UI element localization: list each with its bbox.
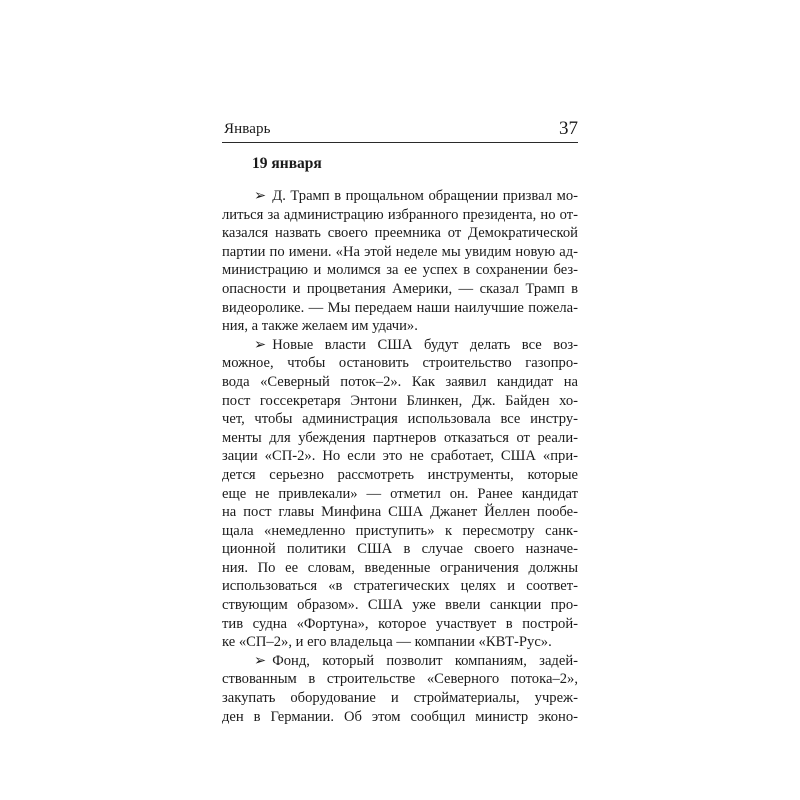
line-text: партии по имени. «На этой неделе мы увидим новую ад- [222,243,578,260]
text-line [222,187,578,206]
text-line [222,243,578,262]
text-line [222,615,578,634]
line-text: пост госсекретаря Энтони Блинкен, Дж. Байден хо- [222,392,578,409]
text-line [222,577,578,596]
text-line [222,336,578,355]
line-text: ке «СП–2», и его владельца — компании «КВТ-Рус». [222,634,552,651]
line-text: ционной политики США в случае своего назначе- [222,541,578,558]
text-line [222,410,578,429]
line-text: ден в Германии. Об этом сообщил министр эконо- [222,708,578,725]
news-entries [222,187,578,726]
book-page [222,118,578,726]
line-text: казался назвать своего преемника от Демократической [222,225,578,242]
text-line [222,559,578,578]
news-paragraph [222,652,578,726]
line-text: ния, а также желаем им удачи». [222,318,418,335]
line-text: чет, чтобы администрация использовала все инстру- [222,411,578,428]
text-line [222,503,578,522]
line-text: Д. Трамп в прощальном обращении призвал мо- [272,188,578,204]
text-line [222,633,578,652]
line-text: использоваться «в стратегических целях и соответ- [222,578,578,595]
running-title: Январь [224,121,271,137]
text-line [222,447,578,466]
bullet-arrow-icon: ➢ [254,652,267,669]
line-text: ствованным в строительстве «Северного потока–2», [222,671,578,688]
text-line [222,373,578,392]
line-text: Новые власти США будут делать все воз- [272,336,578,353]
text-line [222,522,578,541]
line-text: на пост главы Минфина США Джанет Йеллен пообе- [222,504,578,521]
text-line [222,670,578,689]
text-line [222,392,578,411]
text-line [222,299,578,318]
line-text: дется серьезно рассмотреть инструменты, которые [222,466,578,483]
text-line [222,466,578,485]
bullet-arrow-icon: ➢ [254,336,267,353]
text-line [222,540,578,559]
line-text: видеоролике. — Мы передаем наши наилучшие пожела- [222,299,578,316]
line-text: менты для убеждения партнеров отказаться от реали- [222,429,578,446]
line-text: закупать оборудование и стройматериалы, учреж- [222,690,578,707]
text-line [222,224,578,243]
page-number: 37 [559,118,578,139]
text-line [222,689,578,708]
line-text: ния. По ее словам, введенные ограничения должны [222,559,578,576]
line-text: литься за администрацию избранного президента, но от- [222,206,578,223]
line-text: министрацию и молимся за ее успех в сохранении без- [222,262,578,279]
line-text: опасности и процветания Америки, — сказал Трамп в [222,280,578,297]
text-line [222,652,578,671]
line-text: щала «немедленно приступить» к пересмотру санк- [222,522,578,539]
line-text: Фонд, который позволит компаниям, задей- [272,652,578,669]
text-line [222,280,578,299]
text-line [222,429,578,448]
line-text: тив судна «Фортуна», которое участвует в построй- [222,615,578,632]
bullet-arrow-icon: ➢ [254,188,267,204]
text-line [222,317,578,336]
text-line [222,596,578,615]
text-line [222,206,578,225]
news-paragraph [222,187,578,336]
text-line [222,485,578,504]
news-paragraph [222,336,578,652]
text-line [222,708,578,727]
line-text: зации «СП-2». Но если это не сработает, США «при- [222,448,578,465]
running-header [222,118,578,143]
text-line [222,261,578,280]
line-text: еще не привлекали» — отметил он. Ранее кандидат [222,485,578,502]
date-heading: 19 января [252,155,322,172]
line-text: можное, чтобы остановить строительство газопро- [222,355,578,372]
line-text: вода «Северный поток–2». Как заявил кандидат на [222,373,578,390]
text-line [222,354,578,373]
line-text: ствующим образом». США уже ввели санкции про- [222,597,578,614]
